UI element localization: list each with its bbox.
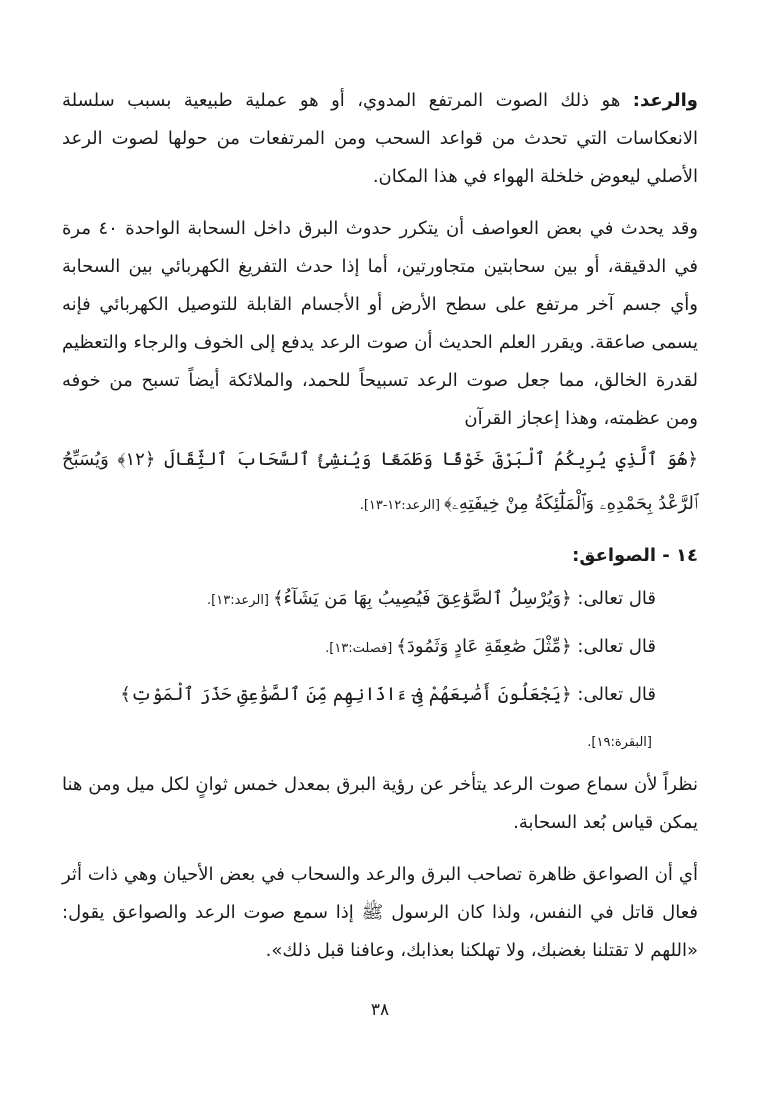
paragraph-sound-delay <box>62 766 698 842</box>
page-body <box>62 82 698 970</box>
paragraph-thunderbolt-text: أي أن الصواعق ظاهرة تصاحب البرق والرعد والسحاب في بعض الأحيان وهي ذات أثر فعال قاتل في النفس، ولذا كان الرسول ﷺ إذا سمع صوت الرعد والصواعق يقول: «اللهم لا تقتلنا بغضبك، ولا تهلكنا بعذابك، وعافنا قبل ذلك». <box>62 864 698 961</box>
paragraph-lightning-text: وقد يحدث في بعض العواصف أن يتكرر حدوث البرق داخل السحابة الواحدة ٤٠ مرة في الدقيقة، أو بين سحابتين متجاورتين، أما إذا حدث التفريغ الكهربائي بين السحابة وأي جسم آخر مرتفع على سطح الأرض أو الأجسام القابلة للتوصيل الكهربائي فإنه يسمى صاعقة. ويقرر العلم الحديث أن صوت الرعد يدفع إلى الخوف والرجاء والتعظيم لقدرة الخالق، مما جعل صوت الرعد تسبيحاً للحمد، والملائكة أيضاً تسبح من خوفه ومن عظمته، وهذا إعجاز القرآن <box>62 218 698 429</box>
section-heading-thunderbolts: ١٤ - الصواعق: <box>572 545 698 566</box>
quote-line-2 <box>62 624 698 672</box>
quran-verse-raad-text: ﴿هُوَ ٱلَّذِي يُرِيكُمُ ٱلْبَرْقَ خَوْفًا وَطَمَعًا وَيُنشِئُ ٱلسَّحَابَ ٱلثِّقَالَ ﴿١٢﴾ وَيُسَبِّحُ ٱلرَّعْدُ بِحَمْدِهِۦ وَٱلْمَلَٰٓئِكَةُ مِنْ خِيفَتِهِۦ﴾ <box>62 449 698 514</box>
quote-prefix: قال تعالى: <box>571 684 656 705</box>
page-number: ٣٨ <box>370 1000 390 1020</box>
paragraph-sound-delay-text: نظراً لأن سماع صوت الرعد يتأخر عن رؤية البرق بمعدل خمس ثوانٍ لكل ميل ومن هنا يمكن قياس بُعد السحابة. <box>62 774 698 833</box>
quote-line-3 <box>62 672 698 766</box>
term-thunder: والرعد: <box>632 90 698 111</box>
paragraph-thunder-definition <box>62 82 698 196</box>
quote-prefix: قال تعالى: <box>571 636 656 657</box>
quran-verse-raad-ref: [الرعد:١٢-١٣]. <box>359 498 441 513</box>
paragraph-thunderbolt-phenomenon <box>62 856 698 970</box>
quote-ref: [الرعد:١٣]. <box>207 593 269 608</box>
quote-ref: [فصلت:١٣]. <box>325 641 393 656</box>
quote-verse: ﴿وَيُرْسِلُ ٱلصَّوَٰعِقَ فَيُصِيبُ بِهَا مَن يَشَآءُ﴾ <box>273 588 572 609</box>
quote-ref: [البقرة:١٩]. <box>587 735 652 750</box>
quote-line-1 <box>62 576 698 624</box>
quote-verse: ﴿يَجْعَلُونَ أَصَٰبِعَهُمْ فِىٓ ءَاذَانِهِم مِّنَ ٱلصَّوَٰعِقِ حَذَرَ ٱلْمَوْتِ﴾ <box>120 684 572 705</box>
quran-verse-raad <box>62 438 698 528</box>
quote-prefix: قال تعالى: <box>571 588 656 609</box>
paragraph-lightning <box>62 210 698 438</box>
paragraph-thunder-text: هو ذلك الصوت المرتفع المدوي، أو هو عملية طبيعية بسبب سلسلة الانعكاسات التي تحدث من قواعد السحب ومن المرتفعات من حولها لصوت الرعد الأصلي ليعوض خلخلة الهواء في هذا المكان. <box>62 90 698 187</box>
quote-verse: ﴿مِّثْلَ صَٰعِقَةِ عَادٍ وَثَمُودَ﴾ <box>396 636 572 657</box>
